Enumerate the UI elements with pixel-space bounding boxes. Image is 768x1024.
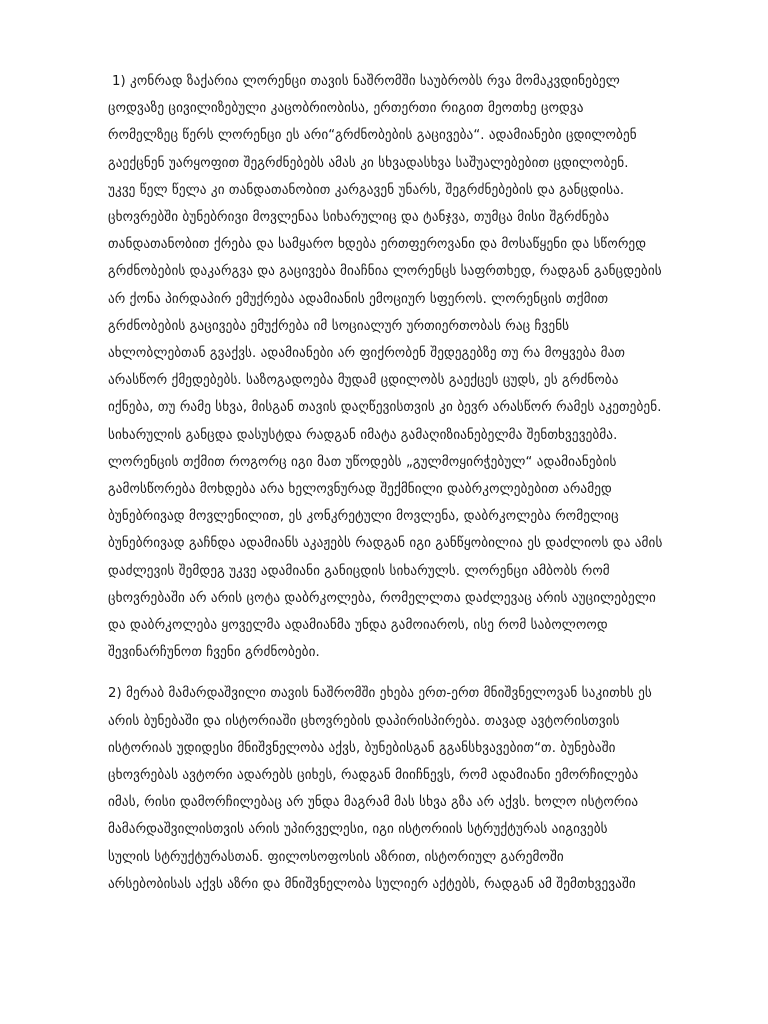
text-line: ახლობლებთან გვაქვს. ადამიანები არ ფიქრობენ შედეგებზე თუ რა მოყვება მათ	[108, 346, 626, 362]
text-line: სულის სტრუქტურასთან. ფილოსოფოსის აზრით, ისტორიულ გარემოში	[108, 849, 564, 865]
text-line: არის ბუნებაში და ისტორიაში ცხოვრების დაპირისპირება. თავად ავტორისთვის	[108, 713, 620, 729]
text-line: გრძნობების გაცივება ემუქრება იმ სოციალურ ურთიერთობას რაც ჩვენს	[108, 318, 570, 334]
text-line: გაექცნენ უარყოფით შეგრძნებებს ამას კი სხვადასხვა საშუალებებით ცდილობენ.	[108, 155, 629, 171]
text-line: რომელზეც წერს ლორენცი ეს არი“გრძნობების გაცივება“. ადამიანები ცდილობენ	[108, 128, 637, 144]
text-line: ცხოვრებში ბუნებრივი მოვლენაა სიხარულიც და ტანჯვა, თუმცა მისი შგრძნება	[108, 210, 610, 226]
text-line: ცხოვრებას ავტორი ადარებს ციხეს, რადგან მიიჩნევს, რომ ადამიანი ემორჩილება	[108, 768, 639, 784]
text-line: 1) კონრად ზაქარია ლორენცი თავის ნაშრომში საუბრობს რვა მომაკვდინებელ	[112, 74, 620, 89]
text-line: მამარდაშვილისთვის არის უპირველესი, იგი ისტორიის სტრუქტურას აიგივებს	[108, 822, 608, 838]
text-line: არ ქონა პირდაპირ ემუქრება ადამიანის ემოციურ სფეროს. ლორენცის თქმით	[108, 291, 609, 307]
text-line: ბუნებრივად გაჩნდა ადამიანს აკაჟებს რადგან იგი განწყობილია ეს დაძლიოს და ამის	[108, 536, 663, 552]
text-line: ლორენცის თქმით როგორც იგი მათ უწოდებს „გულმოყირჭებულ“ ადამიანების	[108, 454, 617, 470]
text-line: ბუნებრივად მოვლენილით, ეს კონკრეტული მოვლენა, დაბრკოლება რომელიც	[108, 509, 619, 525]
text-line: არასწორ ქმედებებს. საზოგადოება მუდამ ცდილობს გაექცეს ცუდს, ეს გრძნობა	[108, 373, 619, 389]
text-line: უკვე წელ წელა კი თანდათანობით კარგავენ უნარს, შეგრძნებების და განცდისა.	[108, 182, 625, 198]
text-line: გრძნობების დაკარგვა და გაცივება მიაჩნია ლორენცს საფრთხედ, რადგან განცდების	[108, 264, 662, 280]
text-line: დაძლევის შემდეგ უკვე ადამიანი განიცდის სიხარულს. ლორენცი ამბობს რომ	[108, 563, 610, 579]
text-line: და დაბრკოლება ყოველმა ადამიანმა უნდა გამოიაროს, ისე რომ საბოლოოდ	[108, 618, 608, 634]
text-line: სიხარულის განცდა დასუსტდა რადგან იმატა გამაღიზიანებელმა შენთხვევებმა.	[108, 427, 618, 443]
text-line: იმას, რისი დამორჩილებაც არ უნდა მაგრამ მას სხვა გზა არ აქვს. ხოლო ისტორია	[108, 795, 639, 811]
text-line: ცოდვაზე ცივილიზებული კაცობრიობისა, ერთერთი რიგით მეოთხე ცოდვა	[108, 101, 584, 117]
text-line: თანდათანობით ქრება და სამყარო ხდება ერთფეროვანი და მოსაწყენი და სწორედ	[108, 237, 647, 253]
text-line: 2) მერაბ მამარდაშვილი თავის ნაშრომში ეხება ერთ-ერთ მნიშვნელოვან საკითხს ეს	[108, 686, 652, 702]
text-line: გამოსწორება მოხდება არა ხელოვნურად შექმნილი დაბრკოლებებით არამედ	[108, 482, 612, 498]
text-line: იქნება, თუ რამე სხვა, მისგან თავის დაღწევისთვის კი ბევრ არასწორ რამეს აკეთებენ.	[108, 400, 662, 416]
text-line: ისტორიას უდიდესი მნიშვნელობა აქვს, ბუნებისგან გგანსხვავებით“თ. ბუნებაში	[108, 740, 616, 756]
text-line: არსებობისას აქვს აზრი და მნიშვნელობა სულიერ აქტებს, რადგან ამ შემთხვევაში	[108, 876, 636, 892]
paragraph-2	[108, 680, 708, 898]
text-line: ცხოვრებაში არ არის ცოტა დაბრკოლება, რომელლთა დაძლევაც არის აუცილებელი	[108, 590, 656, 606]
paragraph-1	[108, 68, 708, 666]
text-line: შევინარჩუნოთ ჩვენი გრძნობები.	[108, 645, 320, 661]
